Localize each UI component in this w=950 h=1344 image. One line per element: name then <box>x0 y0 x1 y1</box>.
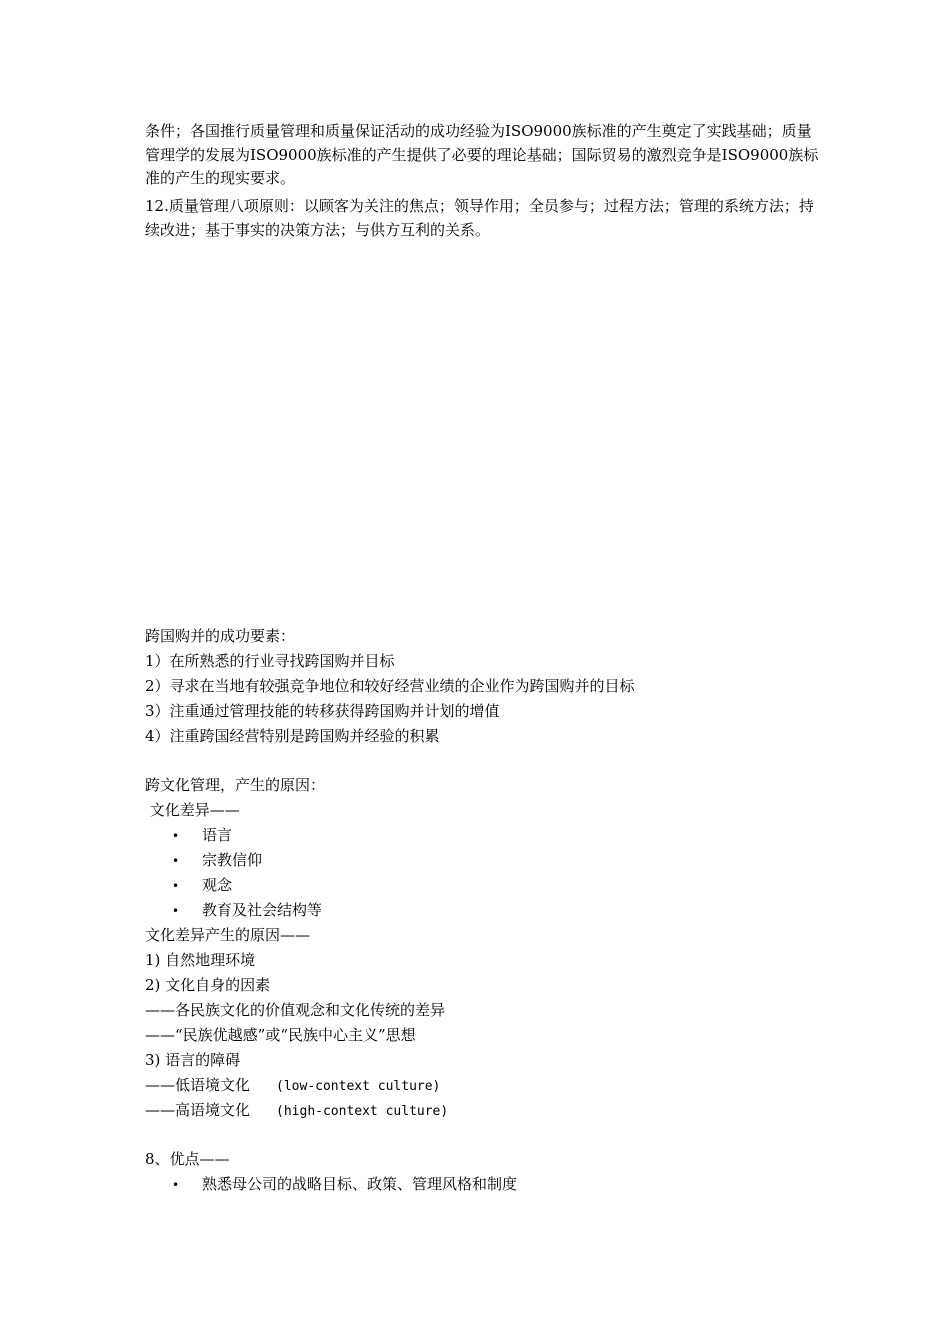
bullet-text: 教育及社会结构等 <box>202 901 323 919</box>
advantages-title: 8、优点—— <box>145 1150 230 1168</box>
culture-cause-1: 1) 自然地理环境 <box>145 951 256 969</box>
low-context-english: (low-context culture) <box>276 1079 441 1094</box>
bullet-text: 观念 <box>202 876 233 894</box>
bullet-icon: • <box>172 904 180 918</box>
culture-bullet-item <box>172 848 262 873</box>
ma-item-3: 3）注重通过管理技能的转移获得跨国购并计划的增值 <box>145 702 500 720</box>
paragraph-iso9000-conditions: 条件；各国推行质量管理和质量保证活动的成功经验为ISO9000族标准的产生奠定了实践基础；质量管理学的发展为ISO9000族标准的产生提供了必要的理论基础；国际贸易的激烈竞争是ISO9000族标准的产生的现实要求。 <box>145 122 819 187</box>
culture-diff-heading: 文化差异—— <box>145 801 240 819</box>
advantages-bullet-item <box>172 1172 517 1197</box>
ma-title: 跨国购并的成功要素： <box>145 627 296 645</box>
culture-cause-2: 2) 文化自身的因素 <box>145 976 271 994</box>
culture-cause-heading: 文化差异产生的原因—— <box>145 926 311 944</box>
ma-item-4: 4）注重跨国经营特别是跨国购并经验的积累 <box>145 727 440 745</box>
culture-bullet-item <box>172 898 322 923</box>
bullet-text: 宗教信仰 <box>202 851 263 869</box>
low-context-line <box>145 1073 440 1099</box>
culture-bullet-item <box>172 823 232 848</box>
high-context-line <box>145 1098 448 1124</box>
ma-item-1: 1）在所熟悉的行业寻找跨国购并目标 <box>145 652 395 670</box>
high-context-label: ——高语境文化 <box>145 1101 251 1119</box>
culture-cause-3: 3) 语言的障碍 <box>145 1051 241 1069</box>
culture-bullet-item <box>172 873 232 898</box>
bullet-icon: • <box>172 854 180 868</box>
low-context-label: ——低语境文化 <box>145 1076 251 1094</box>
bullet-icon: • <box>172 879 180 893</box>
bullet-text: 语言 <box>202 826 233 844</box>
bullet-icon: • <box>172 829 180 843</box>
ma-item-2: 2）寻求在当地有较强竞争地位和较好经营业绩的企业作为跨国购并的目标 <box>145 677 635 695</box>
high-context-english: (high-context culture) <box>276 1104 449 1119</box>
culture-title: 跨文化管理，产生的原因： <box>145 776 326 794</box>
culture-cause-2a: ——各民族文化的价值观念和文化传统的差异 <box>145 1001 446 1019</box>
paragraph-eight-principles: 12.质量管理八项原则：以顾客为关注的焦点；领导作用；全员参与；过程方法；管理的系统方法；持续改进；基于事实的决策方法；与供方互利的关系。 <box>145 197 814 239</box>
culture-cause-2b: ——“民族优越感”或“民族中心主义”思想 <box>145 1026 416 1044</box>
bullet-icon: • <box>172 1178 180 1192</box>
bullet-text: 熟悉母公司的战略目标、政策、管理风格和制度 <box>202 1175 518 1193</box>
